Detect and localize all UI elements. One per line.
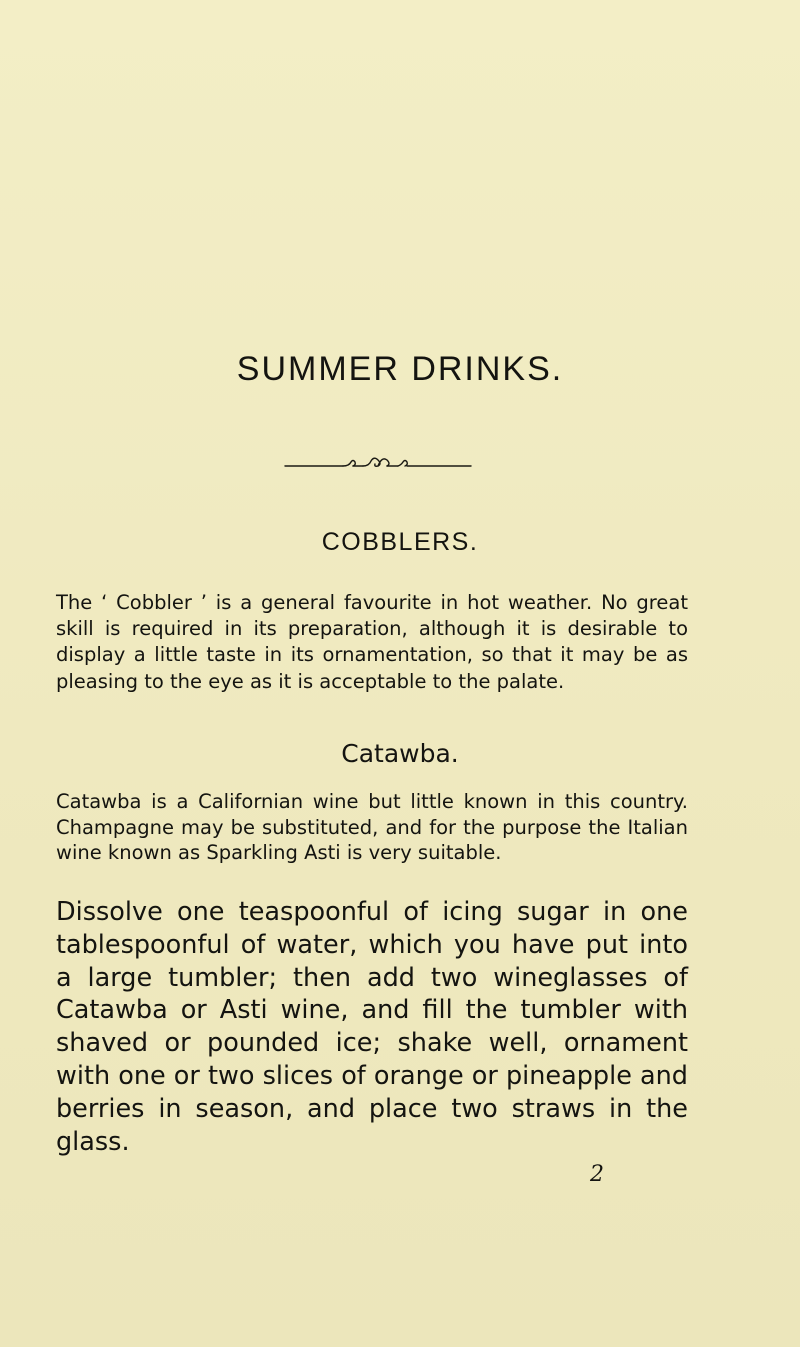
page-title: SUMMER DRINKS.	[236, 350, 564, 388]
page-number: 2	[590, 1162, 604, 1187]
recipe-note: Catawba is a Californian wine but little known in this country. Champagne may be substituted, and for the purpose the Italian wine known as Sparkling Asti is very suitable.	[56, 790, 688, 864]
section-heading: COBBLERS.	[321, 528, 479, 556]
recipe-title: Catawba.	[341, 739, 459, 768]
intro-paragraph: The ‘ Cobbler ’ is a general favourite in hot weather. No great skill is required in its preparation, although it is desirable to display a little taste in its ornamentation, so that it may be as pleasing to the eye as it is acceptable to the palate.	[56, 591, 688, 693]
recipe-method: Dissolve one teaspoonful of icing sugar in one tablespoonful of water, which you have put into a large tumbler; then add two wineglasses of Catawba or Asti wine, and fill the tumbler with shaved or pounded ice; shake well, ornament with one or two slices of orange or pineapple and berries in season, and place two straws in the glass.	[56, 897, 688, 1157]
scroll-rule-ornament-icon	[283, 452, 473, 474]
